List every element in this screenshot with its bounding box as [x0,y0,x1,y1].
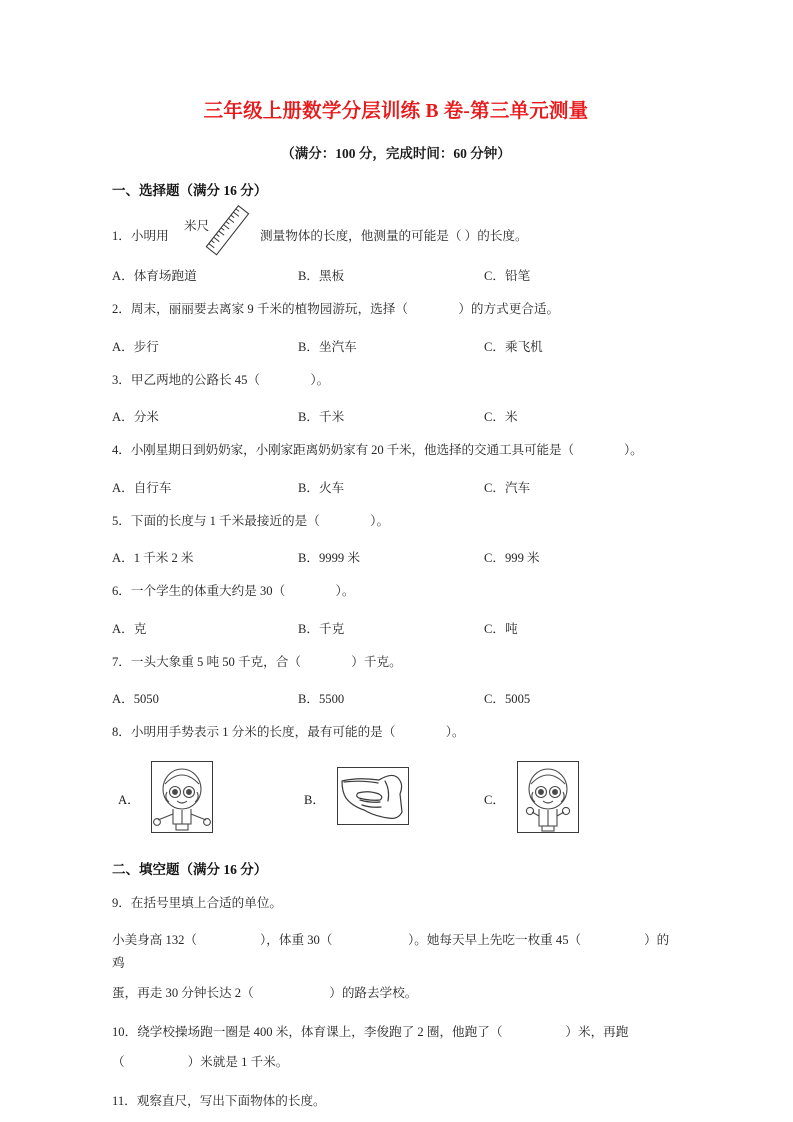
question-10-line-1: 10．绕学校操场跑一圈是 400 米，体育课上，李俊跑了 2 圈，他跑了（ ）米，再跑 [112,1025,629,1040]
option-c[interactable]: C．汽车 [484,480,531,495]
option-a[interactable]: A．分米 [112,410,159,425]
option-a[interactable]: A．步行 [112,339,159,354]
question-9-line-1: 小美身高 132（ ），体重 30（ ）。她每天早上先吃一枚重 45（ ）的鸡 [112,932,670,971]
option-b[interactable]: B．千克 [298,621,345,636]
option-a[interactable]: A．1 千米 2 米 [112,551,194,566]
question-5-options [112,547,680,566]
question-1-image-label: 米尺 [184,219,210,234]
option-c[interactable]: C．5005 [484,692,531,707]
option-c[interactable]: C．米 [484,410,518,425]
question-3-options [112,406,680,425]
question-8-options [112,757,680,841]
option-a[interactable]: A．自行车 [112,480,172,495]
option-b[interactable]: B．黑板 [298,269,345,284]
page-title: 三年级上册数学分层训练 B 卷-第三单元测量 [203,101,589,122]
option-c-label: C． [484,792,505,807]
question-10-line-2: （ ）米就是 1 千米。 [112,1055,289,1070]
question-8: 8．小明用手势表示 1 分米的长度，最有可能的是（ ）。 [112,725,465,740]
page-content [112,0,680,1114]
question-1 [112,219,680,249]
option-c[interactable]: C．吨 [484,621,518,636]
option-a[interactable]: A．5050 [112,692,159,707]
question-4: 4．小刚星期日到奶奶家，小刚家距离奶奶家有 20 千米，他选择的交通工具可能是（ ）。 [112,443,643,458]
question-6-options [112,618,680,637]
option-c[interactable]: C．铅笔 [484,269,531,284]
question-9: 9．在括号里填上合适的单位。 [112,895,283,910]
option-b-label: B． [304,792,325,807]
section-heading-choice: 一、选择题（满分 16 分） [112,183,268,199]
section-heading-fill-blank: 二、填空题（满分 16 分） [112,861,268,877]
question-6: 6．一个学生的体重大约是 30（ ）。 [112,584,355,599]
question-2: 2．周末，丽丽要去离家 9 千米的植物园游玩，选择（ ）的方式更合适。 [112,302,560,317]
option-b[interactable]: B．千米 [298,410,345,425]
option-c[interactable]: C．乘飞机 [484,339,543,354]
question-1-options [112,265,680,284]
question-7-options [112,688,680,707]
question-1-prefix: 1．小明用 [112,229,169,244]
cartoon-girl-arms-raised-icon [517,761,579,833]
option-a[interactable]: A．克 [112,621,147,636]
question-5: 5．下面的长度与 1 千米最接近的是（ ）。 [112,513,390,528]
question-9-line-2: 蛋，再走 30 分钟长达 2（ ）的路去学校。 [112,986,418,1001]
question-7: 7．一头大象重 5 吨 50 千克，合（ ）千克。 [112,654,402,669]
cartoon-girl-arms-spread-icon [151,761,213,833]
option-a-label: A． [118,792,140,807]
option-b[interactable]: B．5500 [298,692,345,707]
option-b[interactable]: B．9999 米 [298,551,360,566]
option-c[interactable]: C．999 米 [484,551,540,566]
pointing-hand-gesture-icon [337,767,409,825]
question-2-options [112,336,680,355]
question-4-options [112,477,680,496]
page-subtitle: （满分：100 分，完成时间：60 分钟） [281,146,511,162]
question-3: 3．甲乙两地的公路长 45（ ）。 [112,372,330,387]
option-b[interactable]: B．火车 [298,480,345,495]
question-1-suffix: 测量物体的长度，他测量的可能是（ ）的长度。 [260,229,528,244]
question-11: 11．观察直尺，写出下面物体的长度。 [112,1094,326,1109]
option-b[interactable]: B．坐汽车 [298,339,357,354]
option-a[interactable]: A．体育场跑道 [112,269,197,284]
